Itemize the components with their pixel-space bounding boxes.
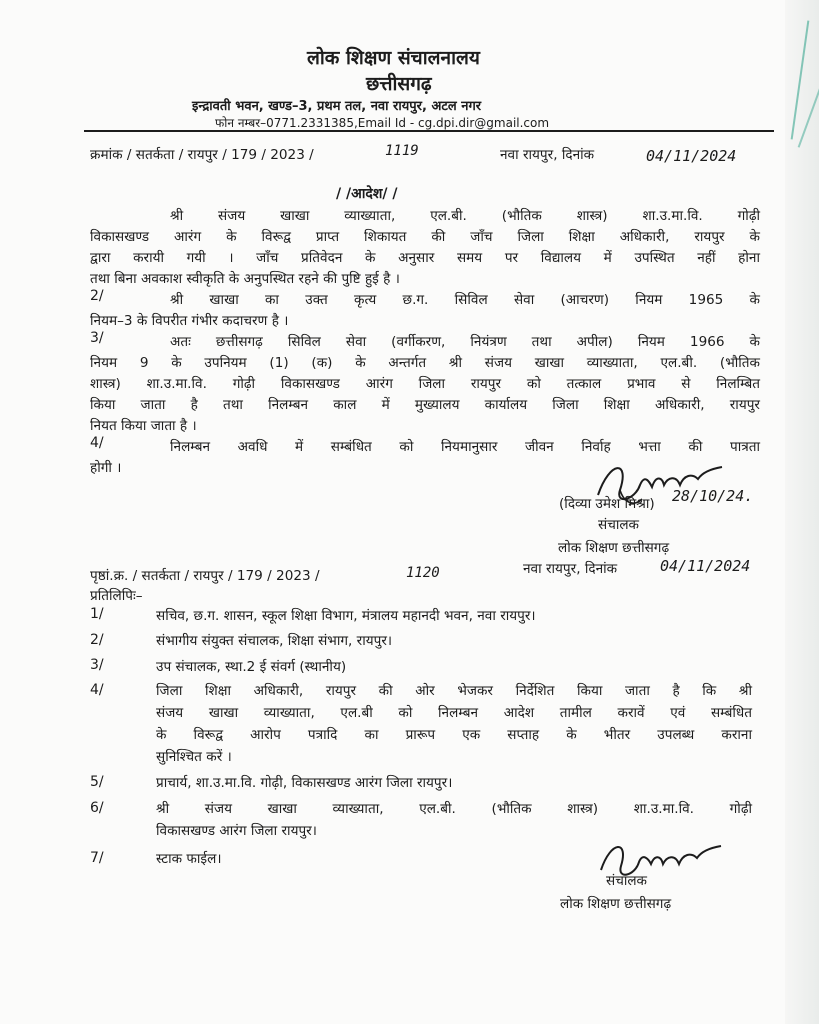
- order-place-date-label: नवा रायपुर, दिनांक: [500, 147, 595, 163]
- endorsement-place-date-label: नवा रायपुर, दिनांक: [523, 561, 618, 577]
- copy-item-number: 1/: [90, 606, 104, 622]
- copy-item-number: 6/: [90, 800, 104, 816]
- para1-line: विकासखण्ड आरंग के विरूद्व प्राप्त शिकायत की जाँच जिला शिक्षा अधिकारी, रायपुर के: [90, 229, 760, 245]
- para1-line: तथा बिना अवकाश स्वीकृति के अनुपस्थित रहने की पुष्टि हुई है ।: [90, 271, 400, 287]
- copy-item-line: सचिव, छ.ग. शासन, स्कूल शिक्षा विभाग, मंत्रालय महानदी भवन, नवा रायपुर।: [156, 608, 536, 624]
- endorsement-ref-number: 1120: [406, 565, 440, 581]
- copy-item-line: जिला शिक्षा अधिकारी, रायपुर की ओर भेजकर निर्देशित किया जाता है कि श्री: [156, 683, 752, 699]
- copy-item-line: उप संचालक, स्था.2 ई संवर्ग (स्थानीय): [156, 659, 347, 675]
- para3-line: नियत किया जाता है ।: [90, 418, 197, 434]
- org-name: लोक शिक्षण संचालनालय: [307, 47, 480, 69]
- org-state: छत्तीसगढ़: [366, 73, 432, 95]
- copy-to-label: प्रतिलिपिः–: [90, 588, 143, 604]
- signatory-designation: संचालक: [598, 517, 639, 533]
- copy-item-number: 2/: [90, 632, 104, 648]
- para3-line: नियम 9 के उपनियम (1) (क) के अन्तर्गत श्री संजय खाखा व्याख्याता, एल.बी. (भौतिक: [90, 355, 760, 371]
- copy-item-line: के विरूद्व आरोप पत्रादि का प्रारूप एक सप्ताह के भीतर उपलब्ध कराना: [156, 727, 752, 743]
- copy-item-number: 7/: [90, 850, 104, 866]
- para2-line: श्री खाखा का उक्त कृत्य छ.ग. सिविल सेवा (आचरण) नियम 1965 के: [170, 292, 760, 308]
- copy-item-line: संभागीय संयुक्त संचालक, शिक्षा संभाग, रायपुर।: [156, 633, 393, 649]
- para4-number: 4/: [90, 435, 104, 451]
- endorsement-ref-label: पृष्ठां.क्र. / सतर्कता / रायपुर / 179 / 2023 /: [90, 568, 320, 584]
- para2-line: नियम–3 के विपरीत गंभीर कदाचरण है ।: [90, 313, 289, 329]
- copy-item-number: 4/: [90, 682, 104, 698]
- copy-item-line: विकासखण्ड आरंग जिला रायपुर।: [156, 823, 317, 839]
- copy-item-line: संजय खाखा व्याख्याता, एल.बी को निलम्बन आदेश तामील करावें एवं सम्बंधित: [156, 705, 752, 721]
- order-ref-label: क्रमांक / सतर्कता / रायपुर / 179 / 2023 /: [90, 147, 314, 163]
- copy-item-number: 3/: [90, 657, 104, 673]
- para3-line: अतः छत्तीसगढ़ सिविल सेवा (वर्गीकरण, नियंत्रण तथा अपील) नियम 1966 के: [170, 334, 760, 350]
- copy-item-line: श्री संजय खाखा व्याख्याता, एल.बी. (भौतिक शास्त्र) शा.उ.मा.वि. गोढ़ी: [156, 801, 752, 817]
- signature-date: 28/10/24.: [672, 487, 754, 505]
- order-heading: / /आदेश/ /: [336, 186, 398, 202]
- para4-line: निलम्बन अवधि में सम्बंधित को नियमानुसार जीवन निर्वाह भत्ता की पात्रता: [170, 439, 760, 455]
- org-contact: फोन नम्बर–0771.2331385,Email Id - cg.dpi.dir@gmail.com: [215, 116, 550, 130]
- order-ref-number: 1119: [385, 143, 419, 159]
- copy-item-line: प्राचार्य, शा.उ.मा.वि. गोढ़ी, विकासखण्ड आरंग जिला रायपुर।: [156, 775, 453, 791]
- para4-line: होगी ।: [90, 460, 122, 476]
- header-divider: [84, 130, 774, 132]
- signatory-office: लोक शिक्षण छत्तीसगढ़: [558, 540, 670, 556]
- para1-line: द्वारा करायी गयी । जाँच प्रतिवेदन के अनुसार समय पर विद्यालय में उपस्थित नहीं होना: [90, 250, 760, 266]
- endorsement-date: 04/11/2024: [660, 557, 751, 575]
- para3-number: 3/: [90, 330, 104, 346]
- copy-item-number: 5/: [90, 774, 104, 790]
- page-edge-shadow: [785, 0, 819, 1024]
- para3-line: शास्त्र) शा.उ.मा.वि. गोढ़ी विकासखण्ड आरंग जिला रायपुर को तत्काल प्रभाव से निलम्बित: [90, 376, 760, 392]
- copy-item-line: स्टाक फाईल।: [156, 851, 222, 867]
- para1-line: श्री संजय खाखा व्याख्याता, एल.बी. (भौतिक शास्त्र) शा.उ.मा.वि. गोढ़ी: [170, 208, 760, 224]
- para3-line: किया जाता है तथा निलम्बन काल में मुख्यालय कार्यालय जिला शिक्षा अधिकारी, रायपुर: [90, 397, 760, 413]
- signatory2-designation: संचालक: [606, 873, 647, 889]
- signatory-name: (दिव्या उमेश मिश्रा): [559, 496, 655, 512]
- para2-number: 2/: [90, 288, 104, 304]
- org-address: इन्द्रावती भवन, खण्ड–3, प्रथम तल, नवा रायपुर, अटल नगर: [192, 99, 482, 114]
- copy-item-line: सुनिश्चित करें ।: [156, 749, 232, 765]
- signatory2-office: लोक शिक्षण छत्तीसगढ़: [560, 896, 672, 912]
- order-date: 04/11/2024: [646, 147, 737, 165]
